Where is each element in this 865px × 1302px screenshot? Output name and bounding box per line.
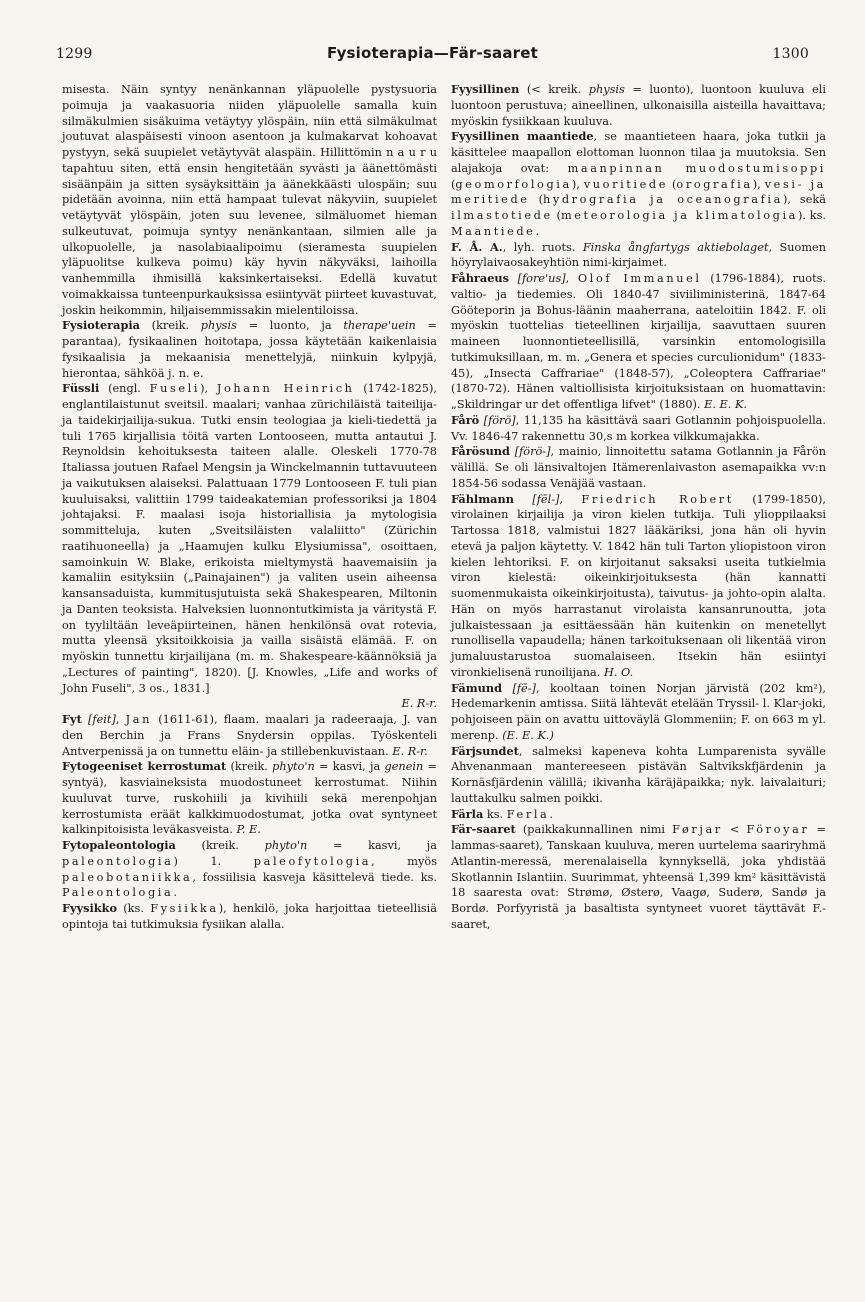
- author-signature: E. R-r.: [392, 744, 428, 758]
- entry-spaced: geomorfologia: [455, 177, 572, 191]
- entry-f-a-a: [451, 240, 826, 272]
- author-signature: E. E. K.: [704, 398, 748, 411]
- author-signature: (E. E. K.): [502, 728, 554, 742]
- entry-spaced: Paleontologia: [62, 886, 174, 900]
- entry-text: = parantaa), fysikaalinen hoitotapa, jossa käytetään kaikenlaisia fysikaalisia ja mekaanisia menettelyjä, niinkuin kylpyjä, hierontaa, sähköä j. n. e.: [62, 319, 437, 380]
- entry-italic: [feit]: [81, 713, 116, 726]
- entry-text: (1796-1884), ruots. valtio- ja tiedemies. Oli 1840-47 siviiliministerinä, 1847-64 Gööteporin ja Bohus-läänin maaherrana, aateloitiin 1842. F. oli myöskin tuottelias tieteellinen kirjailija, saavuttaen suuren maineen luonnontieteellisillä, varsinkin entomologisilla tutkimuksillaan, m. m. „Genera et species curculionidum" (1833-45), „Insecta Caffrariae" (1848-57), „Coleoptera Caffrariae" (1870-72). Hänen valtiollisista kirjoituksistaan on huomattavin: „Skildringar ur det offentliga lifvet" (1880).: [451, 272, 826, 411]
- entry-text: ,: [559, 492, 582, 506]
- entry-text: (engl.: [99, 382, 150, 396]
- right-page-number: 1300: [772, 46, 809, 62]
- right-column: [451, 82, 826, 1278]
- entry-italic: phyto'n: [272, 760, 315, 774]
- entry-text: ), henkilö, joka harjoittaa tieteellisiä opintoja tai tutkimuksia fysiikan alalla.: [62, 902, 437, 931]
- left-page-number: 1299: [56, 46, 93, 62]
- entry-spaced: meteorologia ja klimatologia: [560, 209, 798, 222]
- text-columns: [62, 82, 827, 1278]
- entry-fyysikko: [62, 901, 437, 933]
- entry-text: .: [535, 224, 540, 238]
- headword: Fytopaleontologia: [62, 838, 176, 852]
- headword: Färjsundet: [451, 743, 519, 758]
- headword: Fårösund: [451, 444, 510, 459]
- entry-spaced: Friedrich Robert: [581, 492, 734, 506]
- entry-text: (: [552, 209, 561, 222]
- entry-spaced: vuoritiede: [583, 177, 669, 191]
- entry-spaced: paleontologia: [62, 854, 174, 868]
- entry-faro: [451, 413, 826, 445]
- entry-italic: [förö]: [479, 413, 516, 427]
- entry-text: .: [549, 807, 553, 821]
- entry-text: , fossiilisia kasveja käsittelevä tiede. ks.: [192, 870, 437, 884]
- entry-text: (paikkakunnallinen nimi: [515, 823, 673, 837]
- entry-spaced: ilmastotiede: [451, 209, 553, 222]
- running-title: Fysioterapia—Fär-saaret: [326, 44, 539, 62]
- entry-text: = kasvi, ja: [314, 760, 385, 774]
- headword: Fyt: [62, 712, 82, 726]
- entry-text: , Suomen höyrylaivaosakeyhtiön nimi-kirjaimet.: [451, 240, 826, 270]
- entry-farosund: [451, 444, 826, 491]
- entry-text: = luonto), luontoon kuuluva eli luontoon perustuva; aineellinen, ulkonaisilla aisteilla havaittava; myöskin fysiikkaan kuuluva.: [451, 83, 826, 128]
- entry-italic: [fore'us]: [508, 272, 566, 285]
- entry-text: <: [722, 823, 747, 837]
- headword: Fählmann: [451, 491, 514, 506]
- entry-text: , lyh. ruots.: [502, 240, 583, 254]
- headword: Fyysikko: [62, 901, 117, 915]
- entry-text: = kasvi, ja: [307, 839, 437, 852]
- entry-text: (kreik.: [139, 319, 201, 333]
- author-signature: E. R-r.: [401, 697, 437, 711]
- entry-text: (: [529, 193, 543, 207]
- entry-italic: [fē-]: [502, 681, 536, 695]
- entry-farla: [451, 807, 826, 823]
- entry-fahraeus: [451, 271, 826, 413]
- entry-spaced: Johann Heinrich: [216, 382, 355, 396]
- entry-italic: [fēl-]: [513, 492, 560, 506]
- entry-fytogeeniset-kerrostumat: [62, 759, 437, 838]
- entry-text: ),: [752, 177, 765, 191]
- entry-text: ks.: [483, 807, 507, 821]
- entry-text: ),: [200, 382, 217, 396]
- entry-text: (: [451, 177, 456, 191]
- entry-spaced: paleofytologia: [253, 854, 372, 868]
- author-signature: P. E.: [236, 823, 261, 837]
- headword: Fåhraeus: [451, 271, 509, 285]
- entry-text: , mainio, linnoitettu satama Gotlannin ja Fårön välillä. Se oli länsivaltojen Itämerenlaivaston asemapaikka vv:n 1854-56 sodassa Venäjää vastaan.: [451, 445, 826, 490]
- entry-spaced: hydrografia ja oceanografia: [542, 193, 783, 207]
- entry-italic: therape'uein: [343, 319, 416, 333]
- entry-text: (1799-1850), virolainen kirjailija ja viron kielen tutkija. Tuli ylioppilaaksi Tartossa 1818, valmistui 1827 lääkäriksi, jona hän oli hyvin etevä ja paljon käytetty. V. 1842 hän tuli Tarton yliopistoon viron kielen lehtoriksi. F. on kirjoitanut saksaksi useita tutkielmia viron kielestä: oikeinkirjoituksesta (hän kannatti suomenmukaista oikeinkirjoitusta), taivutus- ja johto-opin alalta. Hän on myös harrastanut virolaista kansanrunoutta, jota julkaistessaan ja esittäessään hän kuitenkin on menetellyt runollisella vapaudella; hänen tarkoituksenaan oli likentää viron jumaluustarustoa suomalaiseen. Itsekin hän esiintyi vironkielisenä runoilijana.: [451, 492, 826, 679]
- entry-spaced: Föroyar: [746, 823, 810, 837]
- headword: Fär-saaret: [451, 822, 516, 837]
- headword: Fyysillinen maantiede: [451, 129, 594, 144]
- entry-text: = lammas-saaret), Tanskaan kuuluva, meren uurtelema saariryhmä Atlantin-meressä, merenalaisella kynnyksellä, joka yhdistää Skotlannin Islantiin. Suurimmat, yhteensä 1,399 km² käsittävistä 18 saaresta ovat: Strømø, Østerø, Vaagø, Suderø, Sandø ja Bordø. Porfyyristä ja basaltista syntyneet vuoret täyttävät F.-saaret,: [451, 823, 826, 931]
- entry-spaced: Førjar: [672, 823, 723, 837]
- entry-text: , 11,135 ha käsittävä saari Gotlannin pohjoispuolella. Vv. 1846-47 rakennettu 30,s m korkea vilkkumajakka.: [451, 413, 827, 443]
- entry-text: (1742-1825), englantilaistunut sveitsil. maalari; vanhaa zürichiläistä taiteilija- ja taidekirjailija-sukua. Tutki ensin teologiaa ja kieli-tiedettä ja tuli 1765 kirjallisia töitä varten Lontooseen, mutta antautui J. Reynoldsin kehoituksesta taiteen alalle. Oleskeli 1770-78 Italiassa joutuen Rafael Mengsin ja Winckelmannin tuttavuuteen ja vaikutuksen alaiseksi. Palattuaan 1779 Lontooseen F. tuli pian kuuluisaksi, valittiin 1799 taideakatemian professoriksi ja 1804 johtajaksi. F. maalasi isoja historiallisia ja mytologisia sommitteluja, kuten „Sveitsiläisten valaliitto" (Zürichin raatihuoneella) ja „Haamujen kulku Elysiumissa", osoittaen, samoinkuin W. Blake, erikoista mieltymystä haavemaisiin ja kamaliin esityksiin („Painajainen") ja valiten usein aiheensa kansansaduista, kummitusjutuista sekä Shakespearen, Miltonin ja Danten teoksista. Halveksien luonnontutkimista ja väritystä F. on tyyliltään leveäpiirteinen, hänen henkilönsä ovat rotevia, mutta yleensä yksitoikkoisia ja vailla sisäistä elämää. F. on myöskin tunnettu kirjailijana (m. m. Shakespeare-käännöksiä ja „Lectures of painting", 1820). [J. Knowles, „Life and works of John Fuseli", 3 os., 1831.]: [62, 382, 437, 695]
- entry-spaced: Olof Immanuel: [577, 272, 702, 285]
- entry-text: = syntyä), kasviaineksista muodostuneet kerrostumat. Niihin kuuluvat turve, ruskohiili ja kivihiili sekä merenpohjan kerrostumista eräät kalkkimuodostumat, jotka ovat syntyneet kalkinpitoisista leväkasveista.: [62, 760, 438, 837]
- entry-fussli: [62, 381, 437, 696]
- continued-paragraph: misesta. Näin syntyy nenänkannan yläpuolelle pystysuoria poimuja ja vaakasuoria niiden yläpuolelle samalla kuin silmäkulmien sisäkuima vetäytyy ylöspäin, niin että silmäkulmat joutuvat alaspäisesti vinoon asentoon ja kulmakarvat kohoavat pystyyn, sekä suupielet vetäytyvät alaspäin. Hillittömin n a u r u tapahtuu siten, että ensin hengitetään syvästi ja äänettömästi sisäänpäin ja sitten sysäyksittäin ja äänekkäästi ulospäin; suu pidetään avoinna, niin että hampaat tulevat näkyviin, suupielet vetäytyvät ylöspäin, joten suu levenee, silmäluomet hieman sulkeutuvat, poimuja syntyy nenänkantaan, silmien alle ja ulkopuolelle, ja nasolabiaalipoimu (sieramesta suupielen yläpuolitse kulkeva poimu) käy hyvin näkyväksi, laihoilla vanhemmilla ihmisillä kaksinkertaiseksi. Edellä kuvatut voimakkaissa tunteenpurkauksissa esiintyvät piirteet kuvastuvat, joskin heikommin, hiljaisemmissakin mielentiloissa.: [62, 83, 437, 317]
- entry-spaced: paleobotaniikka: [62, 870, 193, 884]
- entry-fyysillinen: [451, 82, 826, 129]
- entry-text: (ks.: [117, 902, 151, 915]
- entry-fysioterapia: [62, 318, 437, 381]
- headword: Fämund: [451, 680, 503, 695]
- entry-spaced: orografia: [676, 177, 753, 191]
- entry-italic: Finska ångfartygs aktiebolaget: [582, 240, 769, 254]
- headword: Fårö: [451, 412, 480, 427]
- entry-farjsundet: [451, 744, 826, 807]
- entry-italic: physis: [200, 319, 237, 333]
- entry-text: , se maantieteen haara, joka tutkii ja käsittelee maapallon elottoman luonnon tilaa ja muutoksia. Sen alajakoja ovat:: [451, 130, 827, 175]
- entry-text: ), sekä: [782, 193, 826, 207]
- entry-spaced: Jan: [125, 713, 153, 726]
- entry-italic: genein: [384, 760, 424, 774]
- entry-spaced: Fysiikka: [150, 902, 219, 915]
- entry-text: ). ks.: [798, 209, 826, 222]
- entry-italic: physis: [588, 83, 625, 96]
- entry-far-saaret: [451, 822, 826, 932]
- page-header: [56, 44, 809, 66]
- entry-text: = luonto, ja: [236, 319, 344, 333]
- headword: Fytogeeniset kerrostumat: [62, 759, 227, 774]
- author-signature: H. O.: [603, 665, 634, 679]
- entry-text: ,: [565, 272, 578, 285]
- entry-text: (1611-61), flaam. maalari ja radeeraaja, J. van den Berchin ja Frans Snydersin oppilas. Työskenteli Antverpenissä ja on tunnettu eläin- ja stillebenkuvistaan.: [62, 713, 437, 758]
- entry-text: ) 1.: [173, 854, 254, 868]
- entry-italic: phyto'n: [264, 839, 308, 852]
- entry-spaced: Ferla: [506, 807, 550, 821]
- headword: Fysioterapia: [62, 318, 140, 333]
- entry-text: (< kreik.: [519, 83, 589, 96]
- entry-fytopaleontologia: [62, 838, 437, 901]
- entry-text: (kreik.: [226, 760, 273, 774]
- headword: Färla: [451, 806, 484, 821]
- entry-spaced: Fuseli: [149, 382, 201, 396]
- headword: F. Å. A.: [451, 239, 503, 254]
- entry-text: ),: [571, 177, 584, 191]
- headword: Fyysillinen: [451, 82, 520, 96]
- entry-text: , kooltaan toinen Norjan järvistä (202 km²), Hedemarkenin amtissa. Siitä lähtevät etelään Tryssil- l. Klar-joki, pohjoiseen päin on avattu uittoväylä Glommeniin; F. on 663 m yl. merenp.: [451, 681, 826, 742]
- headword: Füssli: [62, 381, 100, 396]
- entry-spaced: maanpinnan muodostumisoppi: [567, 161, 827, 175]
- entry-italic: [förö-]: [509, 445, 551, 459]
- entry-text: .: [173, 886, 177, 900]
- entry-spaced: Maantiede: [451, 224, 536, 238]
- left-column: [62, 82, 437, 1278]
- entry-fahlmann: [451, 492, 826, 681]
- entry-fyysillinen-maantiede: [451, 129, 826, 239]
- entry-text: (kreik.: [175, 839, 265, 852]
- entry-text: , myös: [371, 854, 437, 868]
- entry-fyt: [62, 712, 437, 759]
- entry-famund: [451, 681, 826, 744]
- entry-text: (: [668, 177, 677, 191]
- entry-spaced: vesi- ja meritiede: [451, 177, 826, 207]
- entry-text: , salmeksi kapeneva kohta Lumparenista syvälle Ahvenanmaan mantereeseen pistävän Saltvikskfjärdenin ja Kornäsfjärdenin välillä; ikivanha käräjäpaikka; nyk. laivalaituri; lauttakulku salmen poikki.: [451, 744, 826, 805]
- entry-text: ,: [115, 713, 126, 726]
